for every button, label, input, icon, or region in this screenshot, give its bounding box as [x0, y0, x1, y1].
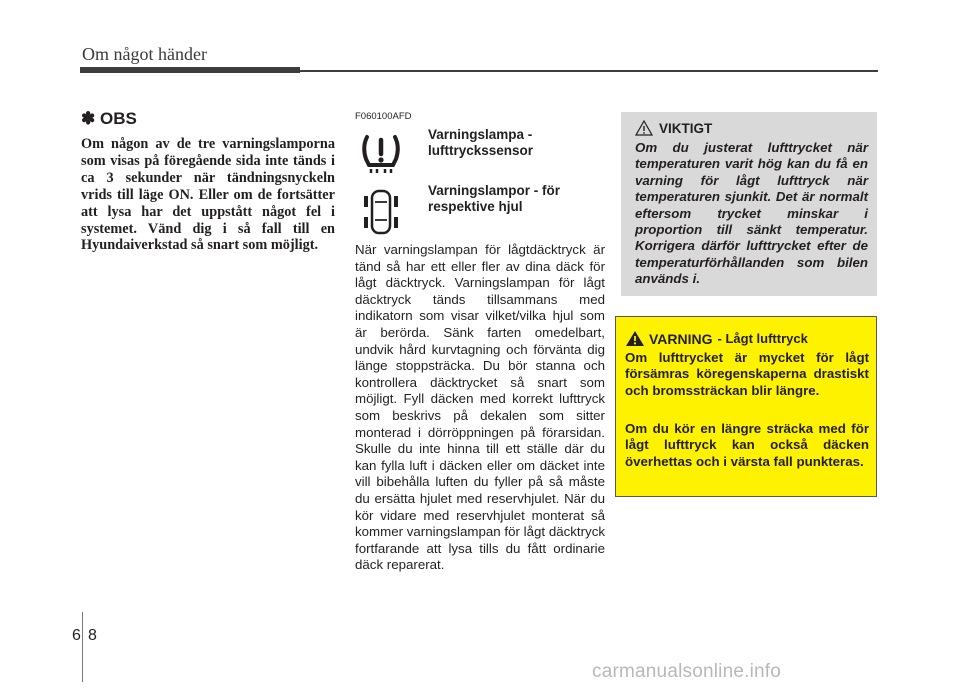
page-divider	[82, 612, 83, 682]
important-box	[621, 112, 877, 296]
obs-body: Om någon av de tre varningslamporna som visas på föregående sida inte tänds i ca 3 sekunder när tändningsnyckeln vrids till läge ON. Eller om de fortsätter att lysa har det uppstått något fel i systemet. Vänd dig i så fall till en Hyundaiverkstad så snart som möjligt.	[81, 136, 335, 254]
chapter-number: 6	[72, 627, 81, 644]
watermark: carmanualsonline.info	[592, 661, 782, 682]
header-rule-thin	[300, 70, 878, 72]
warning-subtitle: - Lågt lufttryck	[717, 331, 808, 346]
page-header-title: Om något händer	[82, 44, 207, 64]
middle-body: När varningslampan för lågtdäcktryck är tänd så har ett eller fler av dina däck för lågt däcktryck. Varningslampan för lågt däcktryck tänds tillsammans med indikatorn som visar vilket/vilka hjul som är berörda. Sänk farten omedelbart, undvik hård kurvtagning och förvänta dig länge stoppsträcka. Du bör stanna och kontrollera däcktrycket så snart som möjligt. Fyll däcken med korrekt lufttryck som beskrivs på dekalen som sitter monterad i dörröppningen på förarsidan. Skulle du inte hinna till ett ställe där du kan fylla luft i däcken eller om däcket inte vill bibehålla luften du fyller på så måste du ersätta hjulet med reservhjulet. När du kör vidare med reservhjulet monterat så kommer varningslampan för lågt däcktryck fortfarande att lysa tills du fått ordinarie däck reparerat.	[355, 242, 605, 573]
warning-paragraph-2: Om du kör en längre sträcka med för lågt lufttryck kan också däcken överhettas och i värsta fall punkteras.	[625, 421, 869, 469]
page-number: 8	[88, 627, 97, 644]
header-rule-thick	[80, 67, 300, 73]
warning-title: VARNING	[649, 330, 713, 347]
lamp1-label: Varningslampa - lufttryckssensor	[428, 127, 534, 158]
lamp2-label: Varningslampor - för respektive hjul	[428, 183, 561, 214]
car-tire-position-icon	[355, 186, 407, 238]
warning-triangle-icon	[625, 330, 645, 347]
important-header	[635, 120, 712, 136]
warning-header	[625, 330, 808, 347]
important-title: VIKTIGT	[659, 120, 713, 136]
warning-paragraph-1: Om lufttrycket är mycket för lågt försämras köregenskaperna drastiskt och bromssträckan blir längre.	[625, 350, 869, 398]
important-body: Om du justerat lufttrycket när temperaturen varit hög kan du få en varning för lågt lufttryck när temperaturen sjunkit. Det är normalt eftersom trycket minskar i proportion till sänkt temperatur. Korrigera därför lufttrycket efter de temperaturförhållanden som bilen används i.	[635, 140, 868, 287]
obs-heading: ✽ OBS	[81, 109, 137, 128]
caution-triangle-icon	[635, 120, 653, 136]
figure-code: F060100AFD	[355, 111, 412, 122]
tpms-warning-icon	[355, 125, 407, 177]
warning-box	[615, 316, 877, 497]
